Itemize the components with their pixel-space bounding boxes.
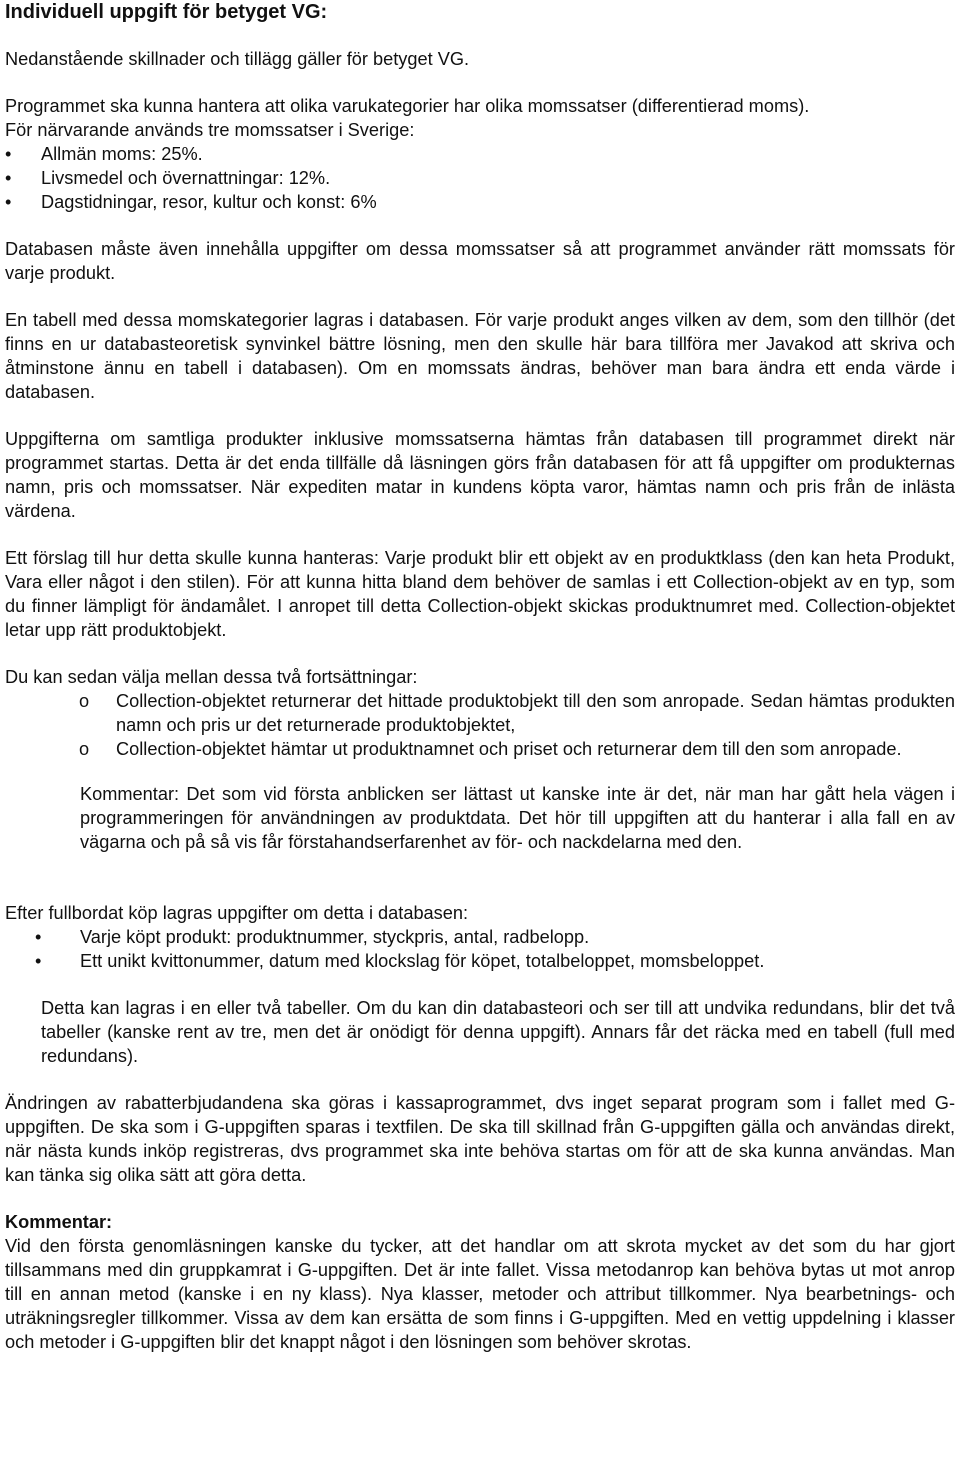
final-comment-text: Vid den första genomläsningen kanske du tycker, att det handlar om att skrota mycket av det som du har gjort tillsammans med din gruppkamrat i G-uppgiften. Det är inte fallet. Vissa metodanrop kan behöva bytas ut mot anrop till en annan metod (kanske i en ny klass). Nya klasser, metoder och attribut tillkommer. Nya bearbetnings- och uträkningsregler tillkommer. Vissa av dem kan ersätta de som finns i G-uppgiften. Med en vettig uppdelning i klasser och metoder i G-uppgiften blir det knappt något i den lösningen som behöver skrotas. [5, 1236, 955, 1352]
moms-rate-list [5, 142, 955, 214]
purchase-list [5, 925, 955, 973]
paragraph-table: En tabell med dessa momskategorier lagras i databasen. För varje produkt anges vilken av dem, som den tillhör (det finns en ur databasteoretisk synvinkel bättre lösning, men den skulle här bara tillföra mer Javakod att skriva och åtminstone ännu en tabell i databasen). Om en momssats ändras, behöver man bara ändra ett enda värde i databasen. [5, 310, 955, 402]
purchase-section [5, 901, 955, 973]
purchase-intro: Efter fullbordat köp lagras uppgifter om detta i databasen: [5, 903, 469, 923]
paragraph-proposal: Ett förslag till hur detta skulle kunna hanteras: Varje produkt blir ett objekt av en produktklass (den kan heta Produkt, Vara eller något i den stilen). För att kunna hitta bland dem behöver de samlas i ett Collection-objekt av en typ, som du finner lämpligt för ändamålet. I anropet till detta Collection-objekt skickas produktnumret med. Collection-objektet letar upp rätt produktobjekt. [5, 548, 955, 640]
page-title: Individuell uppgift för betyget VG: [5, 1, 328, 23]
list-item: • Livsmedel och övernattningar: 12%. [5, 166, 955, 190]
list-item: o Collection-objektet returnerar det hittade produktobjekt till den som anropade. Sedan hämtas produkten namn och pris ur det returnerade produktobjektet, [5, 689, 955, 737]
intro-text: Nedanstående skillnader och tillägg gäller för betyget VG. [5, 49, 470, 69]
choice-list [5, 689, 955, 761]
final-comment-heading: Kommentar: [5, 1212, 113, 1232]
paragraph-database: Databasen måste även innehålla uppgifter om dessa momssatser så att programmet använder rätt momssats för varje produkt. [5, 239, 955, 283]
choice-comment: Kommentar: Det som vid första anblicken ser lättast ut kanske inte är det, när man har gått hela vägen i programmeringen för användningen av produktdata. Det hör till uppgiften att du hanterar i alla fall en av vägarna och på så vis får förstahandserfarenhet av för- och nackdelarna med den. [80, 784, 955, 852]
list-item: • Dagstidningar, resor, kultur och konst: 6% [5, 190, 955, 214]
moms-line-2: För närvarande används tre momssatser i Sverige: [5, 120, 415, 140]
choice-section [5, 665, 955, 761]
purchase-note: Detta kan lagras i en eller två tabeller. Om du kan din databasteori och ser till att undvika redundans, blir det två tabeller (kanske rent av tre, men det är onödigt för denna uppgift). Annars får det räcka med en tabell (full med redundans). [41, 998, 955, 1066]
list-item: • Varje köpt produkt: produktnummer, styckpris, antal, radbelopp. [5, 925, 955, 949]
list-item: o Collection-objektet hämtar ut produktnamnet och priset och returnerar dem till den som anropade. [5, 737, 955, 761]
moms-line-1: Programmet ska kunna hantera att olika varukategorier har olika momssatser (differentierad moms). [5, 96, 810, 116]
paragraph-fetch: Uppgifterna om samtliga produkter inklusive momssatserna hämtas från databasen till programmet direkt när programmet startas. Detta är det enda tillfälle då läsningen görs från databasen för att få uppgifter om produkternas namn, pris och momssatser. När expediten matar in kundens köpta varor, hämtas namn och pris från de inlästa värdena. [5, 429, 955, 521]
moms-section [5, 94, 955, 214]
paragraph-discount: Ändringen av rabatterbjudandena ska göras i kassaprogrammet, dvs inget separat program som i fallet med G-uppgiften. De ska som i G-uppgiften sparas i textfilen. De ska till skillnad från G-uppgiften gälla och användas direkt, när nästa kunds inköp registreras, dvs programmet ska inte behöva startas om för att de ska kunna användas. Man kan tänka sig olika sätt att göra detta. [5, 1093, 955, 1185]
choice-intro: Du kan sedan välja mellan dessa två fortsättningar: [5, 667, 418, 687]
list-item: • Ett unikt kvittonummer, datum med klockslag för köpet, totalbeloppet, momsbeloppet. [5, 949, 955, 973]
final-comment-section [5, 1210, 955, 1354]
document-page [5, 0, 955, 1354]
list-item: • Allmän moms: 25%. [5, 142, 955, 166]
